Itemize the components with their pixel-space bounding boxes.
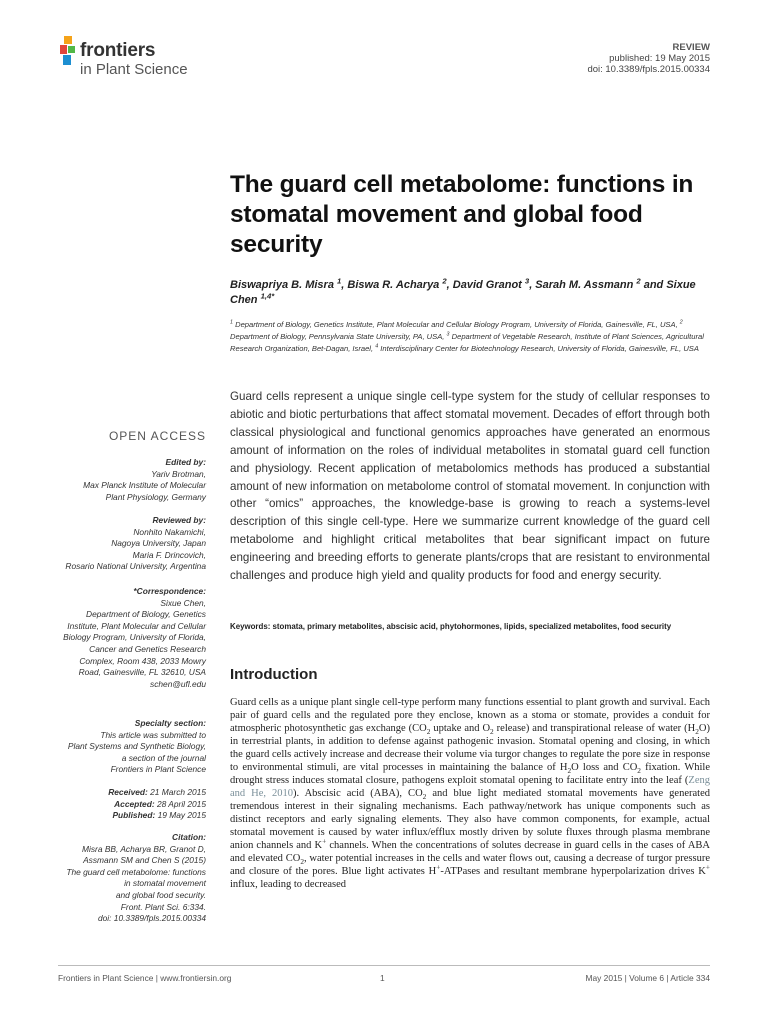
journal-brand-name: frontiers: [80, 40, 156, 61]
correspondence-block: [46, 586, 206, 690]
article-type: REVIEW: [672, 42, 710, 53]
section-heading-introduction: Introduction: [230, 666, 318, 683]
footer-issue: May 2015 | Volume 6 | Article 334: [585, 973, 710, 983]
page-number: 1: [380, 973, 385, 983]
specialty-section-block: [46, 718, 206, 776]
doi[interactable]: doi: 10.3389/fpls.2015.00334: [587, 64, 710, 75]
reviewed-by-block: [46, 515, 206, 573]
dates-block: [46, 787, 206, 822]
citation-block: [46, 832, 206, 925]
edited-by-text: Yariv Brotman, Max Planck Institute of Molecular Plant Physiology, Germany: [83, 468, 206, 502]
reviewed-by-text: Nonhito Nakamichi, Nagoya University, Japan Maria F. Drincovich, Rosario National University, Argentina: [65, 526, 206, 572]
footer-divider: [58, 965, 710, 966]
affiliations: $^1$ Department of Biology, Genetics Institute, Plant Molecular and Cellular Biology Program, University of Florida, Gainesville, FL, USA, $^2$ Department of Biology, Pennsylvania State University, PA, USA, $^3$ Department of Vegetable Research, Institute of Plant Sciences, Agricultural Research Organization, Bet-Dagan, Israel, $^4$ Interdisciplinary Center for Biotechnology Research, University of Florida, Gainesville, FL, USA: [230, 319, 704, 353]
edited-by-block: [46, 457, 206, 503]
article-title: The guard cell metabolome: functions in stomatal movement and global food security: [230, 171, 694, 258]
specialty-text: This article was submitted to Plant Systems and Synthetic Biology, a section of the journal Frontiers in Plant Science: [67, 729, 206, 775]
published-date: published: 19 May 2015: [609, 53, 710, 64]
introduction-body: Guard cells as a unique plant single cell-type perform many functions essential to plant growth and survival. Each pair of guard cells and the regulated pore they enclose, known as a stoma or stomate, provides a conduit for atmospheric photosynthetic gas exchange ($CO_2$ uptake and $O_2$ release) and transpirational release of water $(H_2O)$ in terrestrial plants, in addition to defense against pathogenic invasion. Stomatal opening and closing, in which the guard cells actively increase and decrease their volume via turgor changes to regulate the pore size in response to environmental stimuli, are vital processes in maintaining the balance of $H_2O$ loss and $CO_2$ fixation. While drought stress induces stomatal closure, pathogens exploit stomatal opening to facilitate entry into the leaf (Zeng and He, 2010). Abscisic acid (ABA), $CO_2$ and blue light mediated stomatal movements have generated tremendous interest in their signaling mechanisms. Each pathway/network has unique components such as distinct receptors and early signaling elements. They also have common components, for example, actual stomatal movement is caused by water influx/efflux mostly driven by solute fluxes through plasma membrane anion channels and K+ channels. When the concentrations of solutes decrease in guard cells in the cases of ABA and elevated $CO_2$, water potential increases in the cells and water flows out, causing a decrease of turgor pressure and closure of the pores. Blue light activates H+-ATPases and resultant membrane hyperpolarization drives K+ influx, leading to decreased: [230, 697, 711, 890]
reviewed-by-heading: Reviewed by:: [152, 515, 206, 525]
frontiers-logo-icon: [60, 36, 75, 66]
journal-brand-subtitle: in Plant Science: [80, 61, 188, 78]
author-list: Biswapriya B. Misra $^1$, Biswa R. Acharya $^2$, David Granot $^3$, Sarah M. Assmann $^2$ and Sixue Chen $^{1,4*}$: [230, 276, 696, 306]
keywords: Keywords: stomata, primary metabolites, abscisic acid, phytohormones, lipids, specialized metabolites, food security: [230, 622, 672, 631]
abstract: Guard cells represent a unique single cell-type system for the study of cellular responses to abiotic and biotic perturbations that affect stomatal movement. Decades of effort through both classical physiological and functional genomics approaches have generated an enormous amount of information on the roles of individual metabolites in stomatal guard cell function and physiology. Recent application of metabolomics methods has produced a substantial amount of new information on metabolome control of stomatal movement. In conjunction with other “omics” approaches, the knowledge-base is growing to reach a systems-level description of this single cell-type. Here we summarize current knowledge of the guard cell metabolome and highlight critical metabolites that bear significant impact on future engineering and breeding efforts to generate plants/crops that are resistant to environmental challenges and produce high yield and quality products for food and energy security.: [230, 390, 710, 583]
accepted-date: Accepted: 28 April 2015: [114, 798, 206, 809]
specialty-heading: Specialty section:: [134, 718, 206, 728]
footer-journal[interactable]: Frontiers in Plant Science | www.frontiersin.org: [58, 973, 232, 983]
article-meta: [587, 42, 710, 75]
received-date: Received: 21 March 2015: [108, 787, 206, 797]
correspondence-heading: *Correspondence:: [133, 586, 206, 596]
citation-text: Misra BB, Acharya BR, Granot D, Assmann SM and Chen S (2015) The guard cell metabolome: functions in stomatal movement and global food security. Front. Plant Sci. 6:334. doi: 10.3389/fpls.2015.00334: [66, 843, 206, 924]
edited-by-heading: Edited by:: [165, 457, 206, 467]
open-access-label: OPEN ACCESS: [108, 429, 206, 443]
published-date-side: Published: 19 May 2015: [112, 810, 206, 821]
correspondence-text[interactable]: Sixue Chen, Department of Biology, Genetics Institute, Plant Molecular and Cellular Biology Program, University of Florida, Cancer and Genetics Research Complex, Room 438, 2033 Mowry Road, Gainesville, FL 32610, USA schen@ufl.edu: [63, 597, 206, 689]
citation-heading: Citation:: [172, 832, 206, 842]
